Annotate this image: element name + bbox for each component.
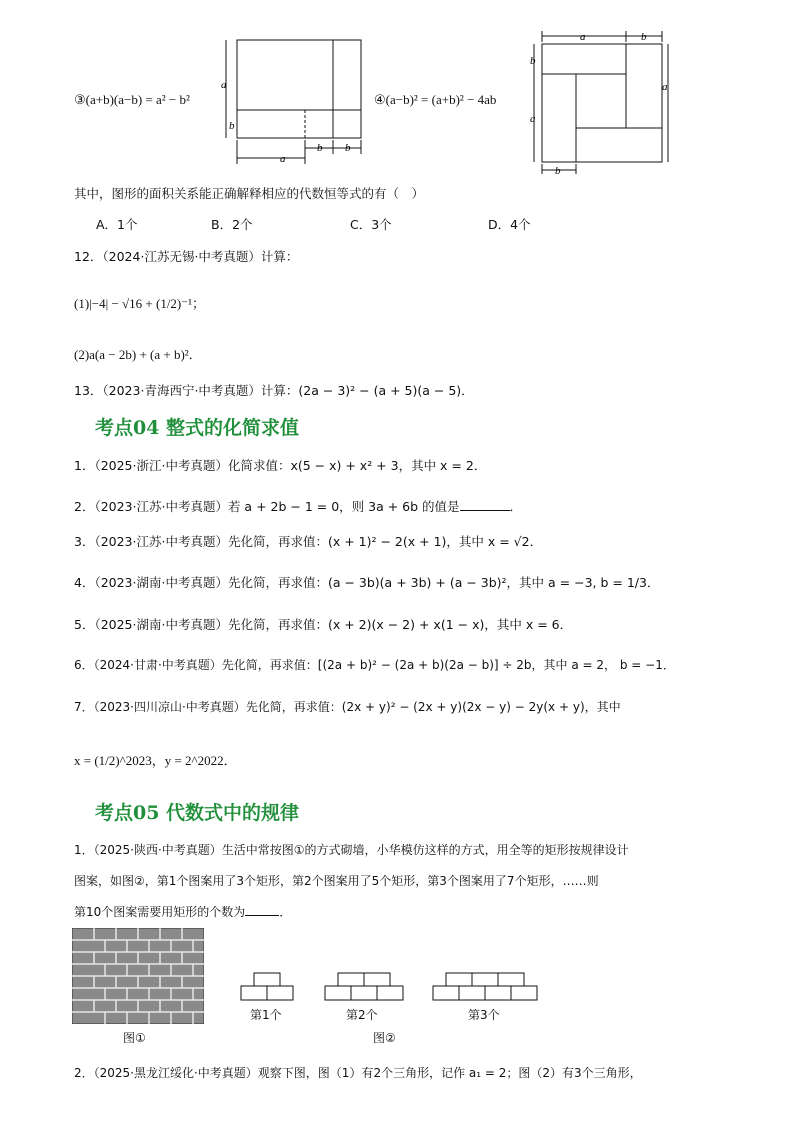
q12-part2: (2)a(a − 2b) + (a + b)²． [74,347,202,362]
q11-option-c: C．3个 [350,217,392,232]
s04-item-2-blank [460,510,510,511]
fig3-outer-square [237,40,361,138]
fig3-label-b: b [229,120,235,132]
s04-item-7-values: x = (1/2)^2023，y = 2^2022． [74,753,237,768]
s05-q1-line3-text: 第10个图案需要用矩形的个数为 [74,905,246,919]
figure-2-patterns [238,970,543,1004]
fig3-label-a: a [221,79,227,91]
s04-item-1: 1．（2025·浙江·中考真题）化简求值：x(5 − x) + x² + 3，其中 x = 2． [74,458,487,473]
pattern-3-label: 第3个 [468,1008,500,1022]
fig3-label-a-bottom: a [280,153,286,165]
fig3-label-b-bottom1: b [317,142,323,154]
fig4-label-a-right: a [662,81,668,93]
pattern-1-label: 第1个 [250,1008,282,1022]
s04-item-7: 7．（2023·四川凉山·中考真题）先化简，再求值：(2x + y)² − (2x + y)(2x − y) − 2y(x + y)，其中 [74,700,621,714]
s05-q1-line3: 第10个图案需要用矩形的个数为 ． [74,905,292,919]
s04-item-2: 2．（2023·江苏·中考真题）若 a + 2b − 1 = 0，则 3a + 6b 的值是 ． [74,499,523,514]
s04-item-6: 6．（2024·甘肃·中考真题）先化简，再求值：[(2a + b)² − (2a + b)(2a − b)] ÷ 2b，其中 a = 2， b = −1． [74,658,675,672]
section-05-heading: 考点05 代数式中的规律 [95,802,300,824]
q11-stem: 其中，图形的面积关系能正确解释相应的代数恒等式的有（ ） [74,186,425,201]
item4-formula: ④(a−b)² = (a+b)² − 4ab [374,92,497,107]
s04-item-3: 3．（2023·江苏·中考真题）先化简，再求值：(x + 1)² − 2(x + 1)，其中 x = √2． [74,534,543,549]
figure-3-diagram [212,36,372,168]
s04-item-2-text: 2．（2023·江苏·中考真题）若 a + 2b − 1 = 0，则 3a + 6b 的值是 [74,499,460,514]
fig4-outer-square [542,44,662,162]
item3-formula: ③(a+b)(a−b) = a² − b² [74,92,190,107]
figure-4-diagram [520,28,680,176]
q13: 13．（2023·青海西宁·中考真题）计算：(2a − 3)² − (a + 5)(a − 5)． [74,383,474,398]
figure-1-label: 图① [123,1031,146,1045]
section-04-heading: 考点04 整式的化简求值 [95,417,300,439]
s05-q1-blank [245,915,279,916]
fig4-label-a-left: a [530,113,536,125]
s05-q1-line2: 图案，如图②，第1个图案用了3个矩形，第2个图案用了5个矩形，第3个图案用了7个矩形，……则 [74,874,599,888]
s04-item-5: 5．（2025·湖南·中考真题）先化简，再求值：(x + 2)(x − 2) + x(1 − x)，其中 x = 6． [74,617,573,632]
fig4-label-b-top: b [641,31,647,43]
pattern-2-label: 第2个 [346,1008,378,1022]
figure-1-brick-wall [72,928,204,1024]
fig4-label-a-top: a [580,31,586,43]
q11-option-b: B．2个 [211,217,253,232]
q12-part1: (1)|−4| − √16 + (1/2)⁻¹； [74,296,206,311]
s05-q1-line1: 1．（2025·陕西·中考真题）生活中常按图①的方式砌墙，小华模仿这样的方式，用全等的矩形按规律设计 [74,843,629,857]
q12-stem: 12．（2024·江苏无锡·中考真题）计算： [74,249,299,264]
s05-q2: 2．（2025·黑龙江绥化·中考真题）观察下图，图（1）有2个三角形，记作 a₁ = 2；图（2）有3个三角形， [74,1066,642,1080]
q11-option-a: A．1个 [96,217,138,232]
fig4-label-b-bottom: b [555,165,561,176]
figure-2-label: 图② [373,1031,396,1045]
q11-option-d: D．4个 [488,217,531,232]
fig3-label-b-bottom2: b [345,142,351,154]
fig4-label-b-left: b [530,55,536,67]
s04-item-4: 4．（2023·湖南·中考真题）先化简，再求值：(a − 3b)(a + 3b) + (a − 3b)²，其中 a = −3, b = 1/3． [74,575,660,590]
